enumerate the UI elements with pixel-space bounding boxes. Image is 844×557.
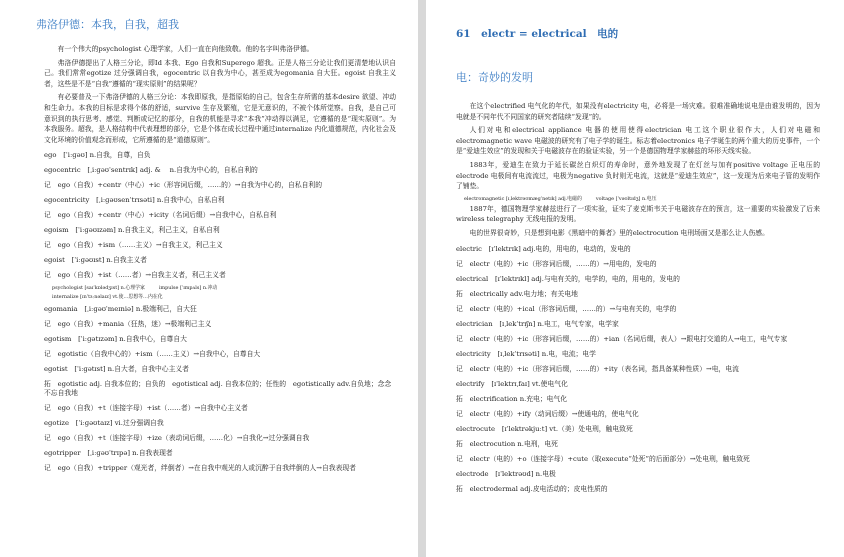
vocab-entry: 拓 electrocution n.电刑，电死 [456,439,558,448]
footnote-vocab: electromagnetic [ɪˌlektrəʊmæɡˈnetɪk] adj.电磁的 voltage [ˈvəʊltɪdʒ] n.电压 [464,195,657,202]
vocab-entry: 记 ego（自我）+centr（中心）+icity（名词后缀）→自我中心，自私自利 [44,211,277,220]
paragraph: 有一个伟大的psychologist 心理学家，人们一直在向他致敬。他的名字叫弗洛伊德。 [57,45,314,53]
vocab-entry: ego [ˈiːɡəʊ] n.自我，自尊，自负 [44,151,151,160]
vocab-entry: 记 electr（电的）+ical（形容词后缀，……的）→与电有关的，电学的 [456,304,677,313]
vocab-entry: egotism [ˈiːɡətɪzəm] n.自我中心，自尊自大 [44,335,187,344]
paragraph: 有必要普及一下弗洛伊德的人格三分论：本我即原我，是指原始的自己，包含生存所需的基本desire 欲望、冲动和生命力。本我的目标是求得个体的舒适，survive 生存及繁殖，它是无意识的，不被个体所觉察。自我，是自己可意识到的执行思考、感觉、判断或记忆的部分，自我的机能是寻求“本我”冲动得以满足，它遵循的是“现实原则”。为本我服务。超我，是人格结构中代表理想的部分，它是个体在成长过程中通过internalize 内化道德规范，内化社会及文化环境的价值观念而形成，它所遵循的是“道德原则”。 [44,93,396,144]
vocab-entry: 拓 electrodermal adj.皮电活动的；皮电性质的 [456,484,608,493]
vocab-entry: 记 egotistic（自我中心的）+ism（……主义）→自我中心，自尊自大 [44,350,261,359]
vocab-entry: electrify [ɪˈlektrɪˌfaɪ] vt.使电气化 [456,379,568,388]
vocab-entry: 记 ego（自我）+ist（……者）→自我主义者，利己主义者 [44,271,226,280]
vocab-entry: electricity [ɪˌlekˈtrɪsəti] n.电，电流；电学 [456,349,596,358]
left-page [0,0,418,557]
vocab-entry: 记 electr（电的）+ic（形容词后缀，……的）+ian（名词后缀，表人）→跟电打交道的人→电工，电气专家 [456,334,788,343]
vocab-entry: 记 electr（电的）+o（连接字母）+cute（取execute“处死”的后面部分）→处电刑，触电致死 [456,454,750,463]
right-page [426,0,844,557]
vocab-entry: 记 ego（自我）+t（连接字母）+ist（……者）→自我中心主义者 [44,404,248,413]
paragraph: 在这个electrified 电气化的年代，如果没有electricity 电，必将是一场灾难。很难准确地说电是由谁发明的，因为电就是不同年代不同国家的研究者陆续“发现”的。 [456,102,820,121]
vocab-entry: 拓 egotistic adj. 自我本位的；自负的 egotistical adj. 自我本位的；任性的 egotistically adv.自负地；念念不忘自我地 [44,380,392,398]
vocab-entry: egocentricity [ˌiːɡəʊsenˈtrɪsəti] n.自我中心，自私自利 [44,196,225,205]
paragraph: 电的世界很奇妙，只是想到电影《黑暗中的舞者》里的electrocution 电刑场面又是那么让人伤感。 [469,228,769,237]
vocab-entry: electrician [ɪˌlekˈtrɪʃn] n.电工，电气专家，电学家 [456,319,619,328]
footnote-vocab: psychologist [saɪˈkɒlədʒɪst] n.心理学家 impulse [ˈɪmpʌls] n.冲动 [52,285,218,292]
vocab-entry: 拓 electrically adv.电力地；有关电地 [456,289,578,298]
section-title: 电：奇妙的发明 [456,71,533,84]
vocab-entry: electrode [ɪˈlektrəʊd] n.电极 [456,469,556,478]
vocab-entry: 记 ego（自我）+ism（……主义）→自我主义，利己主义 [44,241,223,250]
vocab-entry: electric [ɪˈlektrɪk] adj.电的，用电的，电动的，发电的 [456,244,631,253]
vocab-entry: electrical [ɪˈlektrɪkl] adj.与电有关的，电学的，电的，用电的，发电的 [456,274,680,283]
vocab-entry: 记 electr（电的）+ic（形容词后缀，……的）+ity（表名词，指具备某种性质）→电，电流 [456,364,739,373]
vocab-entry: egomania [ˌiːɡəʊˈmeɪniə] n.极端利己，自大狂 [44,305,197,314]
paragraph: 弗洛伊德提出了人格三分论，即Id 本我、Ego 自我和Superego 超我。正是人格三分论让我们更清楚地认识自己。我们常常egotize 过分强调自我，egocentric 以自我为中心，甚至成为egomania 自大狂。egoist 自我主义者，这些是不是“自我”遵循的“现实原则”的结果呢？ [44,58,396,88]
vocab-entry: 记 ego（自我）+centr（中心）+ic（形容词后缀，……的）→自我为中心的，自私自利的 [44,181,323,190]
vocab-entry: 记 ego（自我）+t（连接字母）+ize（表动词后缀，……化）→自我化→过分强调自我 [44,434,310,443]
footnote-vocab: internalize [ɪnˈtɜːnəlaɪz] vt.使…思想等…内在化 [52,294,163,301]
vocab-entry: egotist [ˈiːɡətɪst] n.自大者，自我中心主义者 [44,365,189,374]
vocab-entry: egoist [ˈiːɡəʊɪst] n.自我主义者 [44,256,147,265]
paragraph: 人们对电和electrical appliance 电器的使用使得electrician 电工这个职业很作大，人们对电磁和electromagnetic wave 电磁波的研究有了电子学的诞生。标志着electronics 电子学诞生的两个重大的历史事件，一个是“爱迪生效应”的发现和关于电磁波存在的验证实验，另一个是德国物理学家赫兹的环形天线实验。 [456,126,820,156]
vocab-entry: egotize [ˈiːɡəʊtaɪz] vi.过分强调自我 [44,419,164,428]
vocab-entry: electrocute [ɪˈlektrəkjuːt] vt.（美）处电刑，触电致死 [456,424,633,433]
unit-header: 61 electr = electrical 电的 [456,28,619,40]
vocab-entry: 记 ego（自我）+mania（狂热，迷）→极端利己主义 [44,320,212,329]
vocab-entry: 记 electr（电的）+ic（形容词后缀，……的）→用电的，发电的 [456,259,657,268]
chapter-title: 弗洛伊德：本我，自我，超我 [36,18,179,31]
vocab-entry: 拓 electrification n.充电；电气化 [456,394,568,403]
vocab-entry: egoism [ˈiːɡəʊɪzəm] n.自我主义，利己主义，自私自利 [44,226,220,235]
vocab-entry: 记 ego（自我）+tripper（观光者，绊倒者）→在自我中观光的人或沉醉于自我绊倒的人→自我表现者 [44,464,356,473]
vocab-entry: egocentric [ˌiːɡəʊˈsentrɪk] adj. & n.自我为中心的，自私自利的 [44,166,258,175]
paragraph: 1887年，德国物理学家赫兹进行了一项实验，证实了麦克斯韦关于电磁波存在的预言，这一重要的实验激发了后来wireless telegraphy 无线电报的发明。 [456,204,820,224]
vocab-entry: egotripper [ˌiːɡəʊˈtrɪpə] n.自我表现者 [44,449,173,458]
vocab-entry: 记 electr（电的）+ify（动词后缀）→使通电的，使电气化 [456,409,639,418]
paragraph: 1883年，爱迪生在致力于延长碳丝白炽灯的寿命时，意外地发现了在灯丝与加有positive voltage 正电压的electrode 电极间有电流流过，电极为negative 负时则无电流，这就是“爱迪生效应”，这一发现为后来电子管的发明作了铺垫。 [456,160,820,191]
